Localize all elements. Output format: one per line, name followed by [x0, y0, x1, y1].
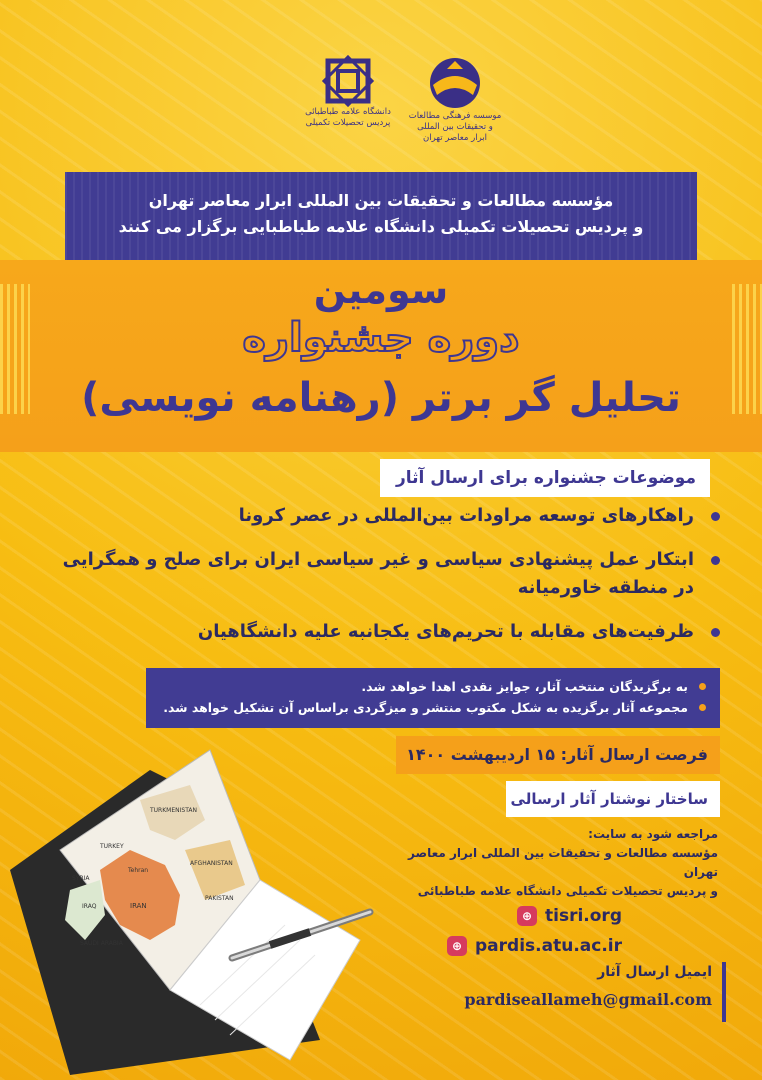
map-label-afghanistan: AFGHANISTAN: [190, 860, 233, 867]
bullet-icon: [711, 512, 720, 521]
bullet-icon: [711, 556, 720, 565]
topic-text: ابتکار عمل پیشنهادی سیاسی و غیر سیاسی ایران برای صلح و همگرایی در منطقه خاورمیانه: [62, 549, 694, 598]
organizers-banner: [65, 172, 697, 260]
bullet-icon: [699, 683, 706, 690]
refer-text: [390, 825, 718, 901]
organizers-line2: و پردیس تحصیلات تکمیلی دانشگاه علامه طباطبایی برگزار می کنند: [118, 217, 644, 236]
map-label-tehran: Tehran: [128, 867, 149, 874]
atu-logo-line2: پردیس تحصیلات تکمیلی: [305, 118, 391, 128]
website-tisri-text[interactable]: tisri.org: [545, 906, 622, 926]
tisri-logo-line1: موسسه فرهنگی مطالعات: [408, 111, 502, 121]
notes-box: [146, 668, 720, 728]
refer-line1: مراجعه شود به سایت:: [588, 827, 718, 841]
tisri-globe-icon: [427, 55, 483, 111]
note-item: [146, 697, 706, 718]
website-pardis[interactable]: [447, 933, 622, 959]
bullet-icon: [699, 704, 706, 711]
note-item: [146, 676, 706, 697]
topic-text: راهکارهای توسعه مراودات بین‌المللی در عصر کرونا: [238, 505, 694, 526]
topic-item: [60, 618, 720, 646]
topics-heading: موضوعات جشنواره برای ارسال آثار: [380, 459, 710, 497]
email-label: ایمیل ارسال آثار: [597, 964, 712, 980]
map-label-turkmenistan: TURKMENISTAN: [150, 807, 197, 814]
tisri-logo: [395, 55, 515, 144]
note-text: به برگزیدگان منتخب آثار، جوایز نقدی اهدا خواهد شد.: [361, 679, 688, 694]
map-label-turkey: TURKEY: [100, 843, 124, 850]
atu-emblem-icon: [322, 55, 374, 107]
website-pardis-text[interactable]: pardis.atu.ac.ir: [475, 936, 622, 956]
notebook-map-illustration: [0, 740, 400, 1080]
topics-list: [60, 502, 720, 662]
tisri-logo-line2: و تحقیقات بین المللی: [417, 122, 493, 132]
map-label-pakistan: PAKISTAN: [205, 895, 234, 902]
deadline-banner: فرصت ارسال آثار: ۱۵ اردیبهشت ۱۴۰۰: [396, 736, 720, 774]
map-label-iran: IRAN: [130, 902, 147, 910]
web-icon: ⊕: [517, 906, 537, 926]
refer-line3: و پردیس تحصیلات تکمیلی دانشگاه علامه طباطبائی: [417, 884, 718, 898]
bullet-icon: [711, 628, 720, 637]
topic-item: [60, 546, 720, 602]
structure-link[interactable]: ساختار نوشتار آثار ارسالی: [506, 781, 720, 817]
map-label-syria: SYRIA: [72, 875, 90, 882]
map-label-iraq: IRAQ: [82, 903, 97, 910]
website-tisri[interactable]: [517, 903, 622, 929]
refer-line2: مؤسسه مطالعات و تحقیقات بین المللی ابرار معاصر تهران: [408, 846, 718, 879]
organizers-line1: مؤسسه مطالعات و تحقیقات بین المللی ابرار معاصر تهران: [148, 191, 614, 210]
email-address[interactable]: pardiseallameh@gmail.com: [464, 990, 712, 1009]
topic-text: ظرفیت‌های مقابله با تحریم‌های یکجانبه علیه دانشگاهیان: [197, 621, 694, 642]
title-festival: دوره جشنواره: [242, 315, 520, 361]
title-ordinal: سومین: [313, 268, 449, 312]
title-main: تحلیل گر برتر (رهنامه نویسی): [81, 375, 681, 421]
email-block: [450, 962, 726, 1022]
topic-item: [60, 502, 720, 530]
atu-logo-line1: دانشگاه علامه طباطبائی: [305, 107, 391, 117]
tisri-logo-line3: ابرار معاصر تهران: [422, 133, 487, 143]
web-icon: ⊕: [447, 936, 467, 956]
map-label-saudi-arabia: SAUDI ARABIA: [80, 940, 123, 947]
note-text: مجموعه آثار برگزیده به شکل مکتوب منتشر و میزگردی براساس آن تشکیل خواهد شد.: [163, 700, 688, 715]
